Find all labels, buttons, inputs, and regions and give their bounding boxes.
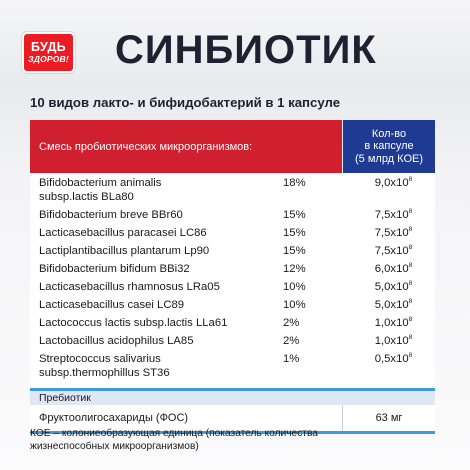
footnote-line-2: жизнеспособных микроорганизмов) [30,440,199,452]
strain-name [30,244,270,258]
strain-percent: 2% [283,317,300,329]
prebiotic-section-header: Пребиотик [30,388,435,405]
table-row [30,316,435,330]
footnote [30,428,440,453]
quantity-mantissa: 0,5x10 [374,353,409,365]
quantity-mantissa: 7,5x10 [374,227,409,239]
strain-name [30,334,270,348]
quantity-exponent: 8 [408,226,413,233]
strain-name [30,208,270,222]
quantity-mantissa: 1,0x10 [374,317,409,329]
page-title: СИНБИОТИК [115,28,377,72]
quantity-exponent: 8 [408,280,413,287]
strain-percent: 15% [283,245,306,257]
table-row [30,244,435,258]
brand-logo [24,34,73,71]
strain-quantity [342,298,435,312]
quantity-mantissa: 7,5x10 [374,209,409,221]
table-row [30,298,435,312]
strain-quantity [342,176,435,204]
composition-table [30,120,435,434]
quantity-mantissa: 5,0x10 [374,281,409,293]
page-subtitle: 10 видов лакто- и бифидобактерий в 1 капсуле [30,95,341,110]
strain-quantity [342,316,435,330]
probiotic-rows [30,173,435,388]
quantity-exponent: 8 [408,244,413,251]
quantity-mantissa: 9,0x10 [374,177,409,189]
table-row [30,334,435,348]
strain-name [30,316,270,330]
quantity-exponent: 8 [408,334,413,341]
strain-name-line: Lacticasebacillus casei LC89 [39,299,185,311]
strain-name-line: Lactococcus lactis subsp.lactis LLa61 [39,317,228,329]
header-quantity [343,120,435,173]
strain-percent: 12% [283,263,306,275]
strain-name [30,280,270,294]
strain-quantity [342,352,435,380]
strain-name-line: Bifidobacterium animalis [39,177,162,189]
strain-name-line: Lacticasebacillus rhamnosus LRa05 [39,281,220,293]
header-quantity-line-3: (5 млрд КОЕ) [355,152,423,165]
quantity-exponent: 8 [408,208,413,215]
table-row [30,352,435,380]
table-row [30,176,435,204]
header-quantity-line-1: Кол-во [371,128,407,141]
strain-name [30,176,270,204]
strain-quantity [342,208,435,222]
header-probiotic-mix: Смесь пробиотических микроорганизмов: [30,120,342,173]
quantity-mantissa: 6,0x10 [374,263,409,275]
strain-percent: 10% [283,299,306,311]
quantity-mantissa: 5,0x10 [374,299,409,311]
strain-percent: 15% [283,227,306,239]
strain-name-line: Streptococcus salivarius [39,353,161,365]
strain-name-line: subsp.thermophillus ST36 [39,367,170,379]
strain-name-line: subsp.lactis BLa80 [39,191,134,203]
strain-quantity [342,262,435,276]
strain-name-line: Lacticasebacillus paracasei LC86 [39,227,207,239]
strain-name-line: Lactiplantibacillus plantarum Lp90 [39,245,210,257]
table-row [30,280,435,294]
strain-name-line: Bifidobacterium bifidum BBi32 [39,263,190,275]
quantity-exponent: 8 [408,298,413,305]
quantity-mantissa: 7,5x10 [374,245,409,257]
quantity-mantissa: 1,0x10 [374,335,409,347]
strain-quantity [342,334,435,348]
strain-name [30,352,270,380]
table-row [30,262,435,276]
prebiotic-name: Фруктоолигосахариды (ФОС) [39,412,189,424]
strain-quantity [342,280,435,294]
table-header [30,120,435,173]
logo-line-1: БУДЬ [31,40,66,55]
logo-line-2: ЗДОРОВ! [28,53,69,64]
strain-percent: 15% [283,209,306,221]
strain-quantity [342,226,435,240]
strain-percent: 18% [283,177,306,189]
quantity-exponent: 8 [408,262,413,269]
table-row [30,208,435,222]
strain-percent: 1% [283,353,300,365]
table-row [30,226,435,240]
strain-name-line: Lactobacillus acidophilus LA85 [39,335,194,347]
strain-name [30,226,270,240]
quantity-exponent: 8 [408,352,413,359]
quantity-exponent: 8 [408,176,413,183]
footnote-line-1: КОЕ – колониеобразующая единица (показатель количества [30,428,318,439]
strain-quantity [342,244,435,258]
prebiotic-amount: 63 мг [342,405,435,431]
strain-percent: 2% [283,335,300,347]
header-quantity-line-2: в капсуле [364,140,414,153]
quantity-exponent: 8 [408,316,413,323]
strain-name [30,262,270,276]
strain-name [30,298,270,312]
strain-percent: 10% [283,281,306,293]
strain-name-line: Bifidobacterium breve BBr60 [39,209,183,221]
